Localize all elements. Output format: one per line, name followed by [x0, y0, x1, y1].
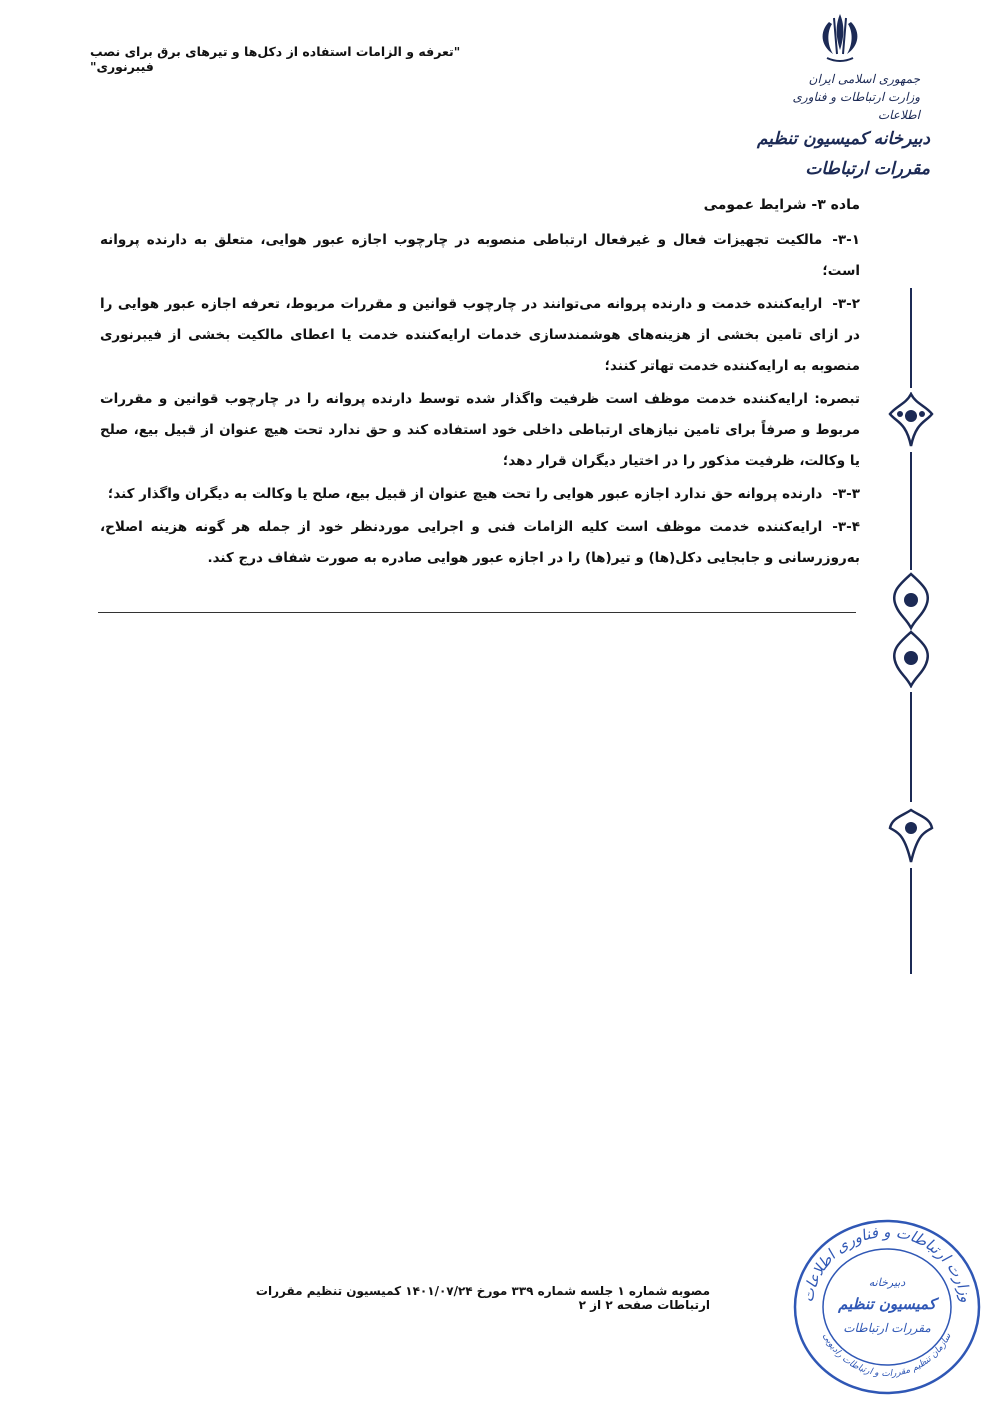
seal-bottom-text: سازمان تنظیم مقررات و ارتباطات رادیویی — [820, 1331, 954, 1380]
clause-number: ۳-۱- — [832, 232, 860, 248]
org-line-republic: جمهوری اسلامی ایران — [808, 72, 920, 86]
clause-text: دارنده پروانه حق ندارد اجازه عبور هوایی را تحت هیچ عنوان از قبیل بیع، صلح یا وکالت به دیگران واگذار کند؛ — [107, 486, 823, 502]
organization-header — [750, 10, 930, 184]
seal-inner-line-3: مقررات ارتباطات — [843, 1321, 931, 1335]
article-body — [100, 190, 860, 576]
clause-text: ارایه‌کننده خدمت و دارنده پروانه می‌توانند در چارچوب قوانین و مقررات مربوط، تعرفه اجازه عبور هوایی را در ازای تامین بخشی از هزینه‌های هوشمندسازی خدمات ارایه‌کننده خدمت یا اعطای مالکیت بخشی از فیبرنوری منصوبه به ارایه‌کننده خدمت تهاتر کنند؛ — [100, 296, 860, 374]
clause-3-1 — [100, 225, 860, 287]
clause-text: مالکیت تجهیزات فعال و غیرفعال ارتباطی منصوبه در چارچوب اجازه عبور هوایی، متعلق به دارنده پروانه است؛ — [100, 232, 860, 279]
clause-3-2 — [100, 289, 860, 382]
seal-inner-line-2: کمیسیون تنظیم — [838, 1295, 936, 1313]
clause-number: ۳-۲- — [832, 296, 860, 312]
divider-line — [98, 612, 856, 613]
article-title: ماده ۳- شرایط عمومی — [703, 197, 860, 213]
footer-approval-text: مصوبه شماره ۱ جلسه شماره ۳۳۹ مورخ ۱۴۰۱/۰۷/۲۴ کمیسیون تنظیم مقررات ارتباطات صفحه ۲ از ۲ — [255, 1284, 710, 1312]
org-line-ministry: وزارت ارتباطات و فناوری اطلاعات — [792, 90, 920, 122]
seal-outer-text: وزارت ارتباطات و فناوری اطلاعات — [798, 1222, 976, 1304]
ornament-icon — [886, 806, 936, 866]
side-line — [910, 452, 912, 570]
official-seal-stamp — [782, 1212, 992, 1402]
side-line — [910, 288, 912, 388]
clause-number: ۳-۳- — [832, 486, 860, 502]
side-line — [910, 868, 912, 974]
clause-text: ارایه‌کننده خدمت موظف است کلیه الزامات فنی و اجرایی موردنظر خود از جمله هر گونه هزینه اصلاح، به‌روزرسانی و جابجایی دکل(ها) و تیر(ها) را در اجازه عبور هوایی صادره به صورت شفاف درج کند. — [100, 519, 860, 566]
ornament-icon — [886, 572, 936, 688]
side-line — [910, 692, 912, 802]
ornament-icon — [886, 392, 936, 448]
clause-note — [100, 384, 860, 477]
org-secretariat: دبیرخانه کمیسیون تنظیم مقررات ارتباطات — [756, 129, 930, 179]
clause-text: تبصره: ارایه‌کننده خدمت موظف است ظرفیت واگذار شده توسط دارنده پروانه را در چارچوب قوانین و مقررات مربوط و صرفاً برای تامین نیازهای ارتباطی داخلی خود استفاده کند و حق ندارد تحت هیچ عنوان از قبیل بیع، صلح یا وکالت، ظرفیت مذکور را در اختیار دیگران قرار دهد؛ — [100, 391, 860, 469]
seal-inner-line-1: دبیرخانه — [868, 1276, 906, 1289]
document-title: "تعرفه و الزامات استفاده از دکل‌ها و تیرهای برق برای نصب فیبرنوری" — [90, 44, 461, 74]
clause-3-4 — [100, 512, 860, 574]
iran-emblem-icon — [815, 10, 865, 66]
clause-number: ۳-۴- — [832, 519, 860, 535]
clause-3-3 — [100, 479, 860, 510]
